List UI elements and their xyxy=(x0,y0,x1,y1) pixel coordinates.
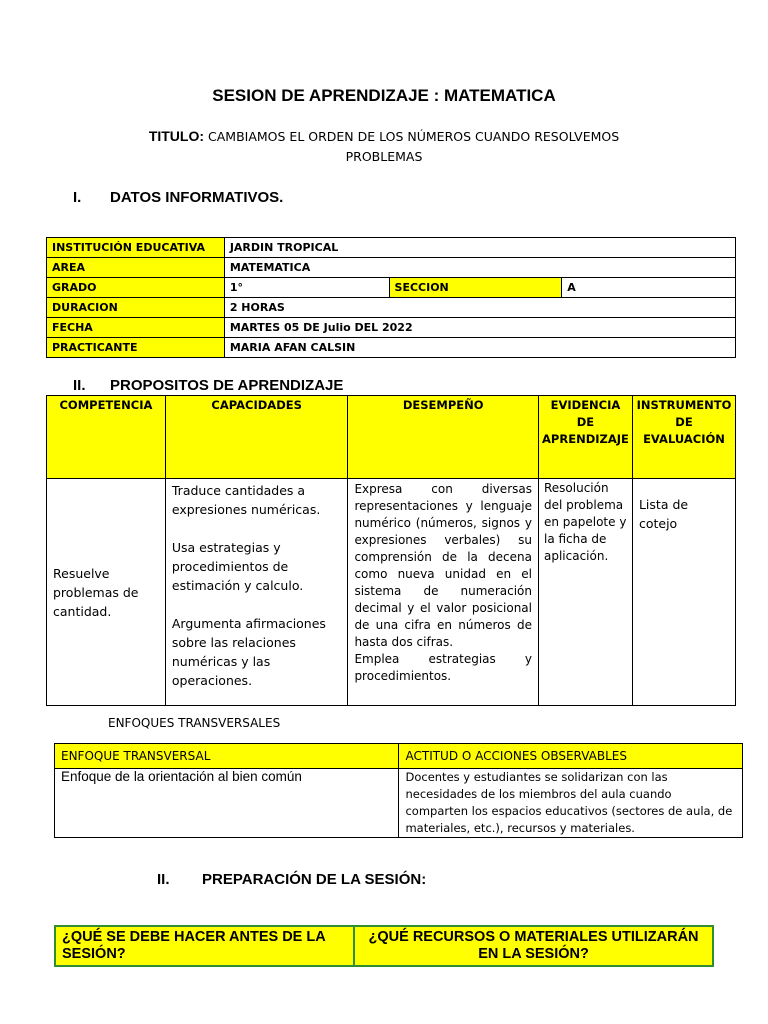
cell-value: 2 HORAS xyxy=(224,298,735,318)
capacidad-item: Usa estrategias y procedimientos de estimación y calculo. xyxy=(171,540,304,593)
header-competencia: COMPETENCIA xyxy=(47,396,166,479)
instrumento-cell: Lista de cotejo xyxy=(632,479,735,706)
cell-value: 1° xyxy=(224,278,389,298)
cell-value: MATEMATICA xyxy=(224,258,735,278)
enfoques-title: ENFOQUES TRANSVERSALES xyxy=(108,716,281,730)
cell-label: FECHA xyxy=(47,318,225,338)
capacidad-item: Traduce cantidades a expresiones numéricas. xyxy=(171,483,321,517)
cell-value: A xyxy=(562,278,736,298)
section-label: DATOS INFORMATIVOS. xyxy=(110,189,284,206)
section-propositos-heading xyxy=(73,377,343,394)
header-enfoque: ENFOQUE TRANSVERSAL xyxy=(55,744,399,769)
titulo-text: CAMBIAMOS EL ORDEN DE LOS NÚMEROS CUANDO RESOLVEMOS PROBLEMAS xyxy=(208,129,620,164)
header-antes: ¿QUÉ SE DEBE HACER ANTES DE LA SESIÓN? xyxy=(55,926,354,966)
cell-value: JARDIN TROPICAL xyxy=(224,238,735,258)
cell-label: GRADO xyxy=(47,278,225,298)
capacidades-cell xyxy=(165,479,348,706)
desempeno-item: Expresa con diversas representaciones y lenguaje numérico (números, signos y expresiones verbales) su comprensión de la decena como nueva unidad en el sistema de numeración decimal y el valor posicional de una cifra en números de hasta dos cifras. xyxy=(354,482,532,649)
section-datos-heading xyxy=(73,189,283,206)
desempeno-item: Emplea estrategias y procedimientos. xyxy=(354,652,532,683)
section-label: PROPOSITOS DE APRENDIZAJE xyxy=(110,377,344,394)
competencia-cell: Resuelve problemas de cantidad. xyxy=(47,479,166,706)
propositos-table xyxy=(46,395,736,706)
page-title: SESION DE APRENDIZAJE : MATEMATICA xyxy=(212,86,556,105)
section-number: I. xyxy=(73,189,82,206)
capacidad-item: Argumenta afirmaciones sobre las relaciones numéricas y las operaciones. xyxy=(171,616,326,688)
header-actitud: ACTITUD O ACCIONES OBSERVABLES xyxy=(399,744,743,769)
enfoques-table xyxy=(54,743,743,838)
cell-label: INSTITUCIÓN EDUCATIVA xyxy=(47,238,225,258)
section-number: II. xyxy=(73,377,86,394)
session-title xyxy=(120,126,648,167)
section-preparacion-heading xyxy=(157,871,426,888)
table-header-row xyxy=(47,396,736,479)
cell-label: SECCION xyxy=(389,278,562,298)
enfoque-cell: Enfoque de la orientación al bien común xyxy=(55,769,399,838)
table-header-row xyxy=(55,926,713,966)
table-row xyxy=(47,479,736,706)
header-recursos: ¿QUÉ RECURSOS O MATERIALES UTILIZARÁN EN LA SESIÓN? xyxy=(354,926,713,966)
table-row xyxy=(47,338,736,358)
desempeno-cell xyxy=(348,479,539,706)
evidencia-cell: Resolución del problema en papelote y la ficha de aplicación. xyxy=(538,479,632,706)
table-row xyxy=(47,298,736,318)
table-row xyxy=(47,318,736,338)
datos-table xyxy=(46,237,736,358)
cell-label: DURACION xyxy=(47,298,225,318)
header-evidencia: EVIDENCIA DE APRENDIZAJE xyxy=(538,396,632,479)
table-row xyxy=(47,258,736,278)
table-row xyxy=(55,769,743,838)
titulo-label: TITULO: xyxy=(148,128,205,144)
cell-label: PRACTICANTE xyxy=(47,338,225,358)
table-header-row xyxy=(55,744,743,769)
header-instrumento: INSTRUMENTO DE EVALUACIÓN xyxy=(632,396,735,479)
header-desempeno: DESEMPEÑO xyxy=(348,396,539,479)
table-row xyxy=(47,238,736,258)
section-label: PREPARACIÓN DE LA SESIÓN: xyxy=(202,871,427,888)
cell-label: AREA xyxy=(47,258,225,278)
header-capacidades: CAPACIDADES xyxy=(165,396,348,479)
cell-value: MARIA AFAN CALSIN xyxy=(224,338,735,358)
preparacion-table xyxy=(54,925,714,967)
actitud-cell: Docentes y estudiantes se solidarizan con las necesidades de los miembros del aula cuando comparten los espacios educativos (sectores de aula, de materiales, etc.), recursos y materiales. xyxy=(399,769,743,838)
table-row xyxy=(47,278,736,298)
cell-value: MARTES 05 DE Julio DEL 2022 xyxy=(224,318,735,338)
section-number: II. xyxy=(157,871,170,888)
